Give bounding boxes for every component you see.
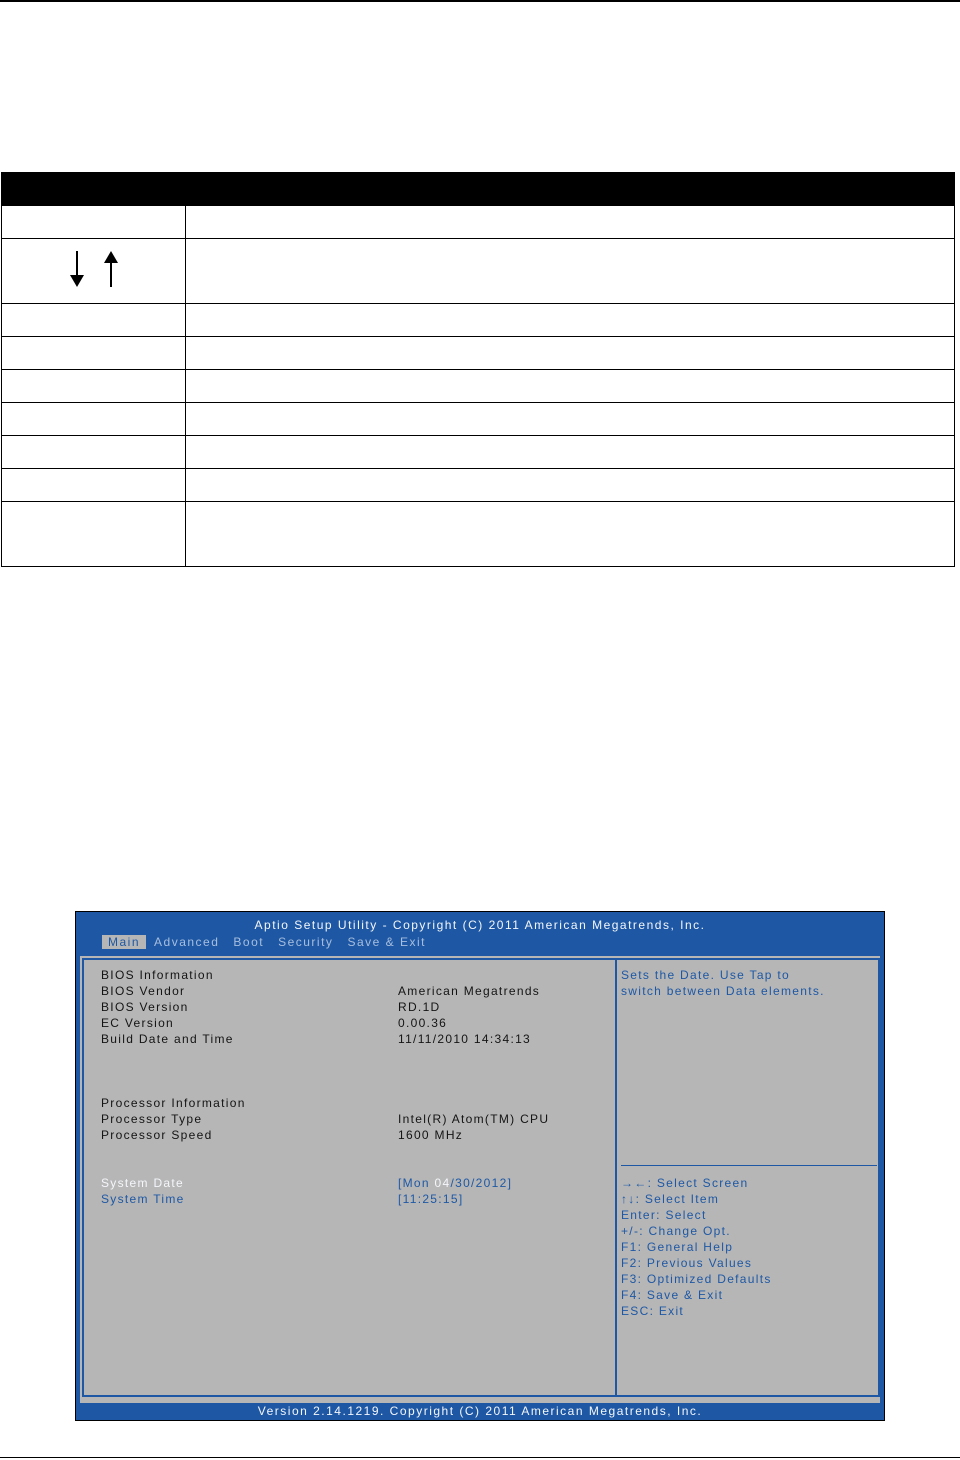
key-cell [2,239,186,304]
key-cell [2,304,186,337]
system-time-value[interactable]: [11:25:15] [398,1192,464,1206]
function-cell [186,206,955,239]
date-month-highlight[interactable]: 04 [434,1176,451,1190]
key-cell [2,337,186,370]
key-hint-esc: ESC: Exit [621,1304,685,1318]
table-row [2,469,955,502]
key-hint-select-item: ↑↓: Select Item [621,1192,720,1206]
bios-tab-save-exit[interactable]: Save & Exit [347,935,426,949]
proc-info-heading: Processor Information [101,1096,246,1110]
date-suffix: /30/2012] [450,1176,513,1190]
function-cell [186,436,955,469]
key-hint-f1: F1: General Help [621,1240,734,1254]
help-divider [621,1165,877,1166]
bios-vendor-value: American Megatrends [398,984,541,998]
proc-type-value: Intel(R) Atom(TM) CPU [398,1112,550,1126]
date-prefix: [Mon [398,1176,435,1190]
bios-main-panel [80,956,880,1403]
function-cell [186,469,955,502]
bios-version-label: BIOS Version [101,1000,189,1014]
table-row [2,206,955,239]
build-date-label: Build Date and Time [101,1032,234,1046]
function-cell [186,403,955,436]
table-header-row [2,173,955,206]
ec-version-value: 0.00.36 [398,1016,448,1030]
bios-tab-main[interactable]: Main [102,935,146,949]
function-cell [186,337,955,370]
key-hint-enter: Enter: Select [621,1208,707,1222]
function-cell [186,304,955,337]
table-row [2,239,955,304]
system-date-value[interactable] [398,1176,512,1190]
key-function-table [1,172,955,567]
ec-version-label: EC Version [101,1016,175,1030]
function-cell [186,239,955,304]
key-cell [2,403,186,436]
key-cell [2,206,186,239]
table-row [2,370,955,403]
bios-column-divider [615,958,617,1397]
bios-setup-screenshot [75,911,885,1421]
key-hint-select-screen: →←: Select Screen [621,1176,749,1190]
table-row [2,502,955,567]
key-hint-change-opt: +/-: Change Opt. [621,1224,731,1238]
down-up-arrows-icon [68,249,120,289]
table-row [2,436,955,469]
bios-info-heading: BIOS Information [101,968,214,982]
bios-title: Aptio Setup Utility - Copyright (C) 2011 American Megatrends, Inc. [254,918,706,932]
key-hint-f3: F3: Optimized Defaults [621,1272,772,1286]
bios-version-value: RD.1D [398,1000,441,1014]
key-hint-f4: F4: Save & Exit [621,1288,724,1302]
system-time-label[interactable]: System Time [101,1192,185,1206]
key-cell [2,370,186,403]
bios-footer: Version 2.14.1219. Copyright (C) 2011 American Megatrends, Inc. [257,1404,703,1418]
bios-menu-bar [102,935,434,949]
key-cell [2,469,186,502]
key-cell [2,502,186,567]
proc-type-label: Processor Type [101,1112,203,1126]
table-row [2,304,955,337]
help-text-line-1: Sets the Date. Use Tap to [621,968,791,982]
function-cell [186,370,955,403]
bios-vendor-label: BIOS Vendor [101,984,186,998]
key-hint-f2: F2: Previous Values [621,1256,753,1270]
proc-speed-label: Processor Speed [101,1128,213,1142]
proc-speed-value: 1600 MHz [398,1128,464,1142]
bottom-rule [0,1457,960,1458]
down-arrow-icon [68,249,86,289]
system-date-label[interactable]: System Date [101,1176,184,1190]
table-row [2,403,955,436]
help-text-line-2: switch between Data elements. [621,984,825,998]
up-arrow-icon [102,249,120,289]
bios-tab-boot[interactable]: Boot [233,935,265,949]
key-cell [2,436,186,469]
bios-tab-security[interactable]: Security [278,935,334,949]
build-date-value: 11/11/2010 14:34:13 [398,1032,532,1046]
key-column-header [2,173,186,206]
function-column-header [186,173,955,206]
top-rule [0,0,960,2]
bios-tab-advanced[interactable]: Advanced [154,935,220,949]
table-row [2,337,955,370]
function-cell [186,502,955,567]
